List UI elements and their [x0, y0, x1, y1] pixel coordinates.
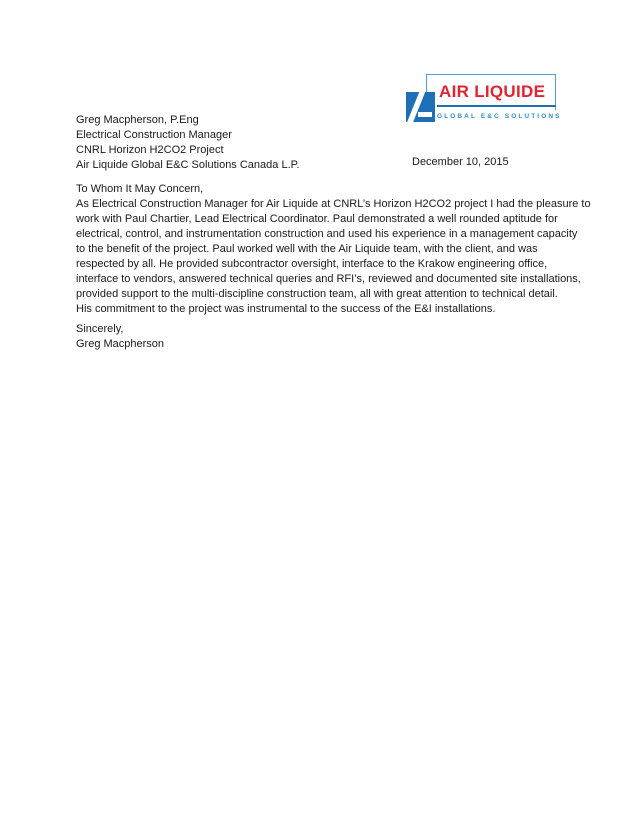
sender-company: Air Liquide Global E&C Solutions Canada L.P. [76, 159, 300, 171]
company-logo [406, 74, 562, 126]
body-line: to the benefit of the project. Paul worked well with the Air Liquide team, with the client, and was [76, 243, 538, 255]
air-liquide-mark-icon [406, 92, 435, 122]
sender-block [76, 113, 300, 173]
signatory-name: Greg Macpherson [76, 338, 165, 350]
logo-company-name: AIR LIQUIDE [439, 82, 546, 101]
sender-title: Electrical Construction Manager [76, 129, 232, 141]
salutation: To Whom It May Concern, [76, 183, 204, 195]
body-line: respected by all. He provided subcontractor oversight, interface to the Krakow engineering office, [76, 258, 548, 270]
body-line: electrical, control, and instrumentation construction and used his experience in a management capacity [76, 228, 578, 240]
closing-phrase: Sincerely, [76, 323, 124, 335]
body-line: As Electrical Construction Manager for Air Liquide at CNRL’s Horizon H2CO2 project I had the pleasure to [76, 198, 591, 210]
body-line: provided support to the multi-discipline construction team, all with great attention to technical detail. [76, 288, 558, 300]
logo-tagline: GLOBAL E&C SOLUTIONS [437, 113, 562, 120]
closing-block [76, 322, 164, 352]
body-line: His commitment to the project was instrumental to the success of the E&I installations. [76, 303, 496, 315]
body-line: work with Paul Chartier, Lead Electrical Coordinator. Paul demonstrated a well rounded aptitude for [76, 213, 558, 225]
sender-name: Greg Macpherson, P.Eng [76, 114, 199, 126]
letter-date: December 10, 2015 [412, 156, 509, 168]
body-line: interface to vendors, answered technical queries and RFI’s, reviewed and documented site installations, [76, 273, 581, 285]
sender-project: CNRL Horizon H2CO2 Project [76, 144, 224, 156]
logo-divider [437, 105, 556, 107]
letter-body [76, 197, 591, 317]
